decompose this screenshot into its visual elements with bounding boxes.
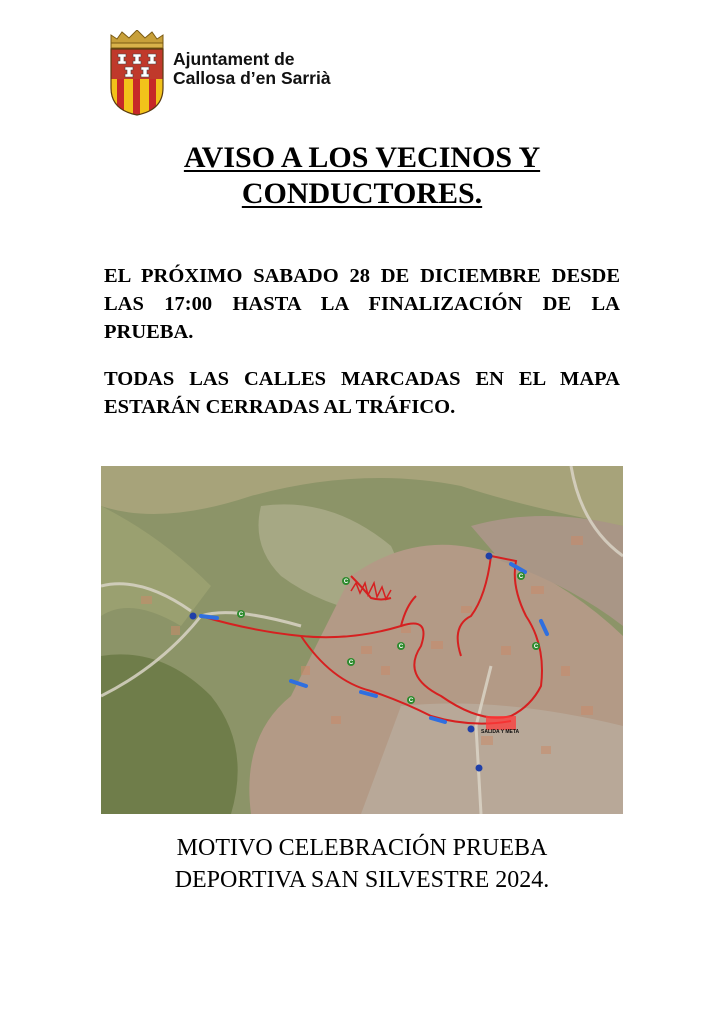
marker-label: C <box>348 660 354 666</box>
event-reason <box>0 832 724 896</box>
title-line1: AVISO A LOS VECINOS Y <box>183 141 541 174</box>
footer-line2: DEPORTIVA SAN SILVESTRE 2024. <box>174 867 550 893</box>
marker-label: C <box>398 644 404 650</box>
route-map <box>101 466 623 814</box>
marker-label: C <box>408 698 414 704</box>
marker-label: C <box>533 644 539 650</box>
start-finish-label: SALIDA Y META <box>481 729 520 735</box>
marker-label: C <box>343 579 349 585</box>
marker-label: C <box>518 574 524 580</box>
title-line2: CONDUCTORES. <box>241 177 483 210</box>
org-name-line1: Ajuntament de <box>173 49 295 69</box>
org-name-line2: Callosa d’en Sarrià <box>173 68 331 88</box>
municipal-header <box>107 30 407 116</box>
notice-title <box>0 140 724 212</box>
municipality-name <box>173 50 331 88</box>
date-time-paragraph: EL PRÓXIMO SABADO 28 DE DICIEMBRE DESDE LAS 17:00 HASTA LA FINALIZACIÓN DE LA PRUEBA. <box>104 265 620 343</box>
coat-of-arms-icon <box>107 30 167 116</box>
footer-line1: MOTIVO CELEBRACIÓN PRUEBA <box>176 835 548 861</box>
marker-label: C <box>238 612 244 618</box>
closure-paragraph: TODAS LAS CALLES MARCADAS EN EL MAPA ESTARÁN CERRADAS AL TRÁFICO. <box>104 368 620 418</box>
